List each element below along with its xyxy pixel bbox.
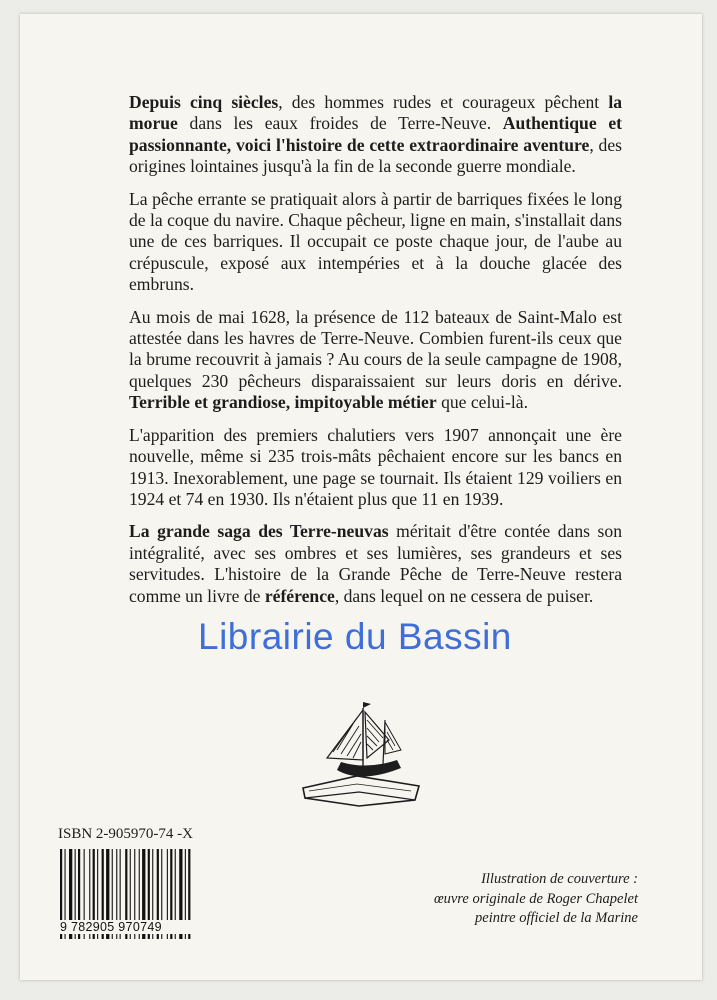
bold-phrase: référence — [264, 585, 335, 606]
text-run: dans les eaux froides de Terre-Neuve. — [177, 113, 503, 134]
barcode — [58, 849, 200, 953]
cover-credits — [434, 870, 638, 929]
book-back-cover — [20, 14, 702, 980]
text-run: , des hommes rudes et courageux pêchent — [278, 92, 609, 112]
sailboat-logo-icon — [297, 700, 423, 813]
bold-phrase: Authentique et passionnante, voici l'histoire de cette extraordinaire aventure — [129, 113, 622, 155]
text-run: L'apparition des premiers chalutiers vers 1907 annonçait une ère nouvelle, même si 235 trois-mâts pêchaient encore sur les bancs en 1913. Inexorablement, une page se tournait. Ils étaient 129 voiliers en 1924 et 74 en 1930. Ils n'étaient plus que 11 en 1939. — [129, 424, 622, 509]
text-run: méritait d'être contée dans son intégralité, avec ses ombres et ses lumières, ses grandeurs et ses servitudes. L'histoire de la Grande Pêche de Terre-Neuve restera comme un livre de — [129, 521, 622, 606]
bold-phrase: la morue — [129, 92, 623, 134]
credits-line-3: peintre officiel de la Marine — [475, 910, 638, 926]
text-run: que celui-là. — [436, 392, 529, 413]
watermark-text: Librairie du Bassin — [198, 616, 512, 657]
bold-phrase: La grande saga des Terre-neuvas — [129, 521, 389, 542]
paragraph — [129, 189, 622, 296]
paragraph — [129, 425, 622, 511]
barcode-number: 9 782905 970749 — [58, 920, 202, 934]
text-run: La pêche errante se pratiquait alors à partir de barriques fixées le long de la coque du navire. Chaque pêcheur, ligne en main, s'installait dans une de ces barriques. Il occupait ce poste chaque jour, de l'aube au crépuscule, exposé aux intempéries et à la douche glacée des embruns. — [129, 188, 622, 295]
bold-phrase: Depuis cinq siècles — [129, 92, 279, 112]
isbn-label: ISBN 2-905970-74 -X — [58, 826, 193, 842]
bold-phrase: Terrible et grandiose, impitoyable métier — [129, 392, 437, 413]
blurb-text — [129, 92, 622, 618]
paragraph — [129, 92, 622, 178]
credits-line-1: Illustration de couverture : — [481, 871, 638, 887]
text-run: Au mois de mai 1628, la présence de 112 bateaux de Saint-Malo est attestée dans les havres de Terre-Neuve. Combien furent-ils ceux que la brume recouvrit à jamais ? Au cours de la seule campagne de 1908, quelques 230 pêcheurs disparaissaient sur leurs doris en dérive. — [129, 306, 622, 391]
paragraph — [129, 521, 622, 607]
paragraph — [129, 307, 622, 414]
text-run: , dans lequel on ne cessera de puiser. — [334, 585, 594, 606]
text-run: , des origines lointaines jusqu'à la fin de la seconde guerre mondiale. — [129, 134, 622, 177]
credits-line-2: œuvre originale de Roger Chapelet — [433, 890, 638, 907]
